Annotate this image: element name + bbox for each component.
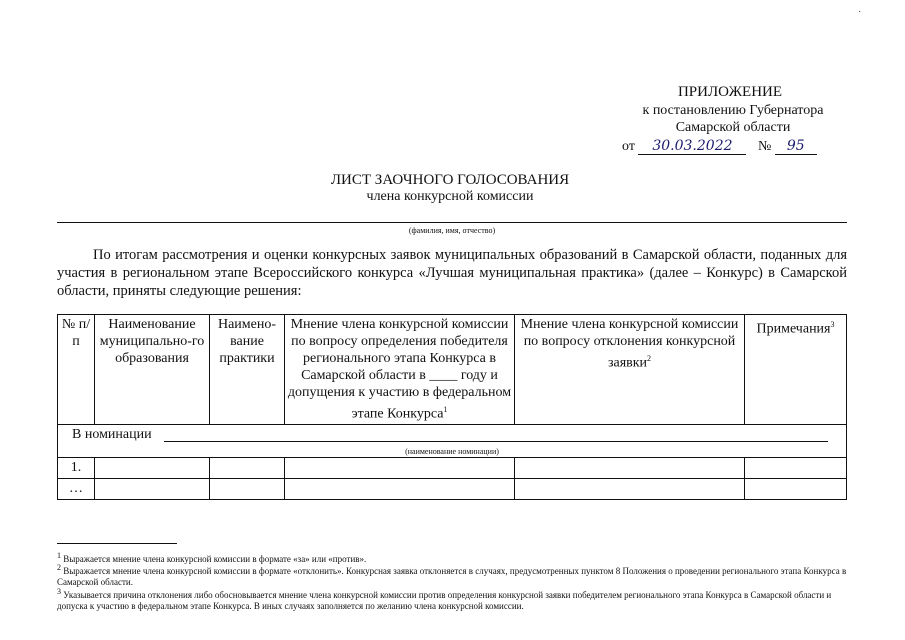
row-cell: [95, 457, 210, 478]
row-cell: [285, 478, 515, 499]
footnote-2-num: 2: [57, 563, 61, 572]
table-row: [58, 478, 847, 499]
footnote-3-text: Указывается причина отклонения либо обосновывается мнение члена конкурсной комиссии против определения конкурсной заявки победителем регионального этапа Конкурса в Самарской области и допуска к участию в федеральном этапе Конкурса. В иных случаях заполняется по желанию члена конкурсной комиссии.: [57, 590, 832, 611]
appendix-line-2: Самарской области: [675, 120, 791, 135]
row-cell: [210, 478, 285, 499]
header-municipality: Наименование муниципально-го образования: [95, 315, 210, 425]
nomination-row: [58, 424, 847, 457]
footnote-1-text: Выражается мнение члена конкурсной комиссии в формате «за» или «против».: [63, 554, 367, 564]
row-cell: [745, 457, 847, 478]
row-number: …: [58, 478, 95, 499]
header-reject-sup: 2: [647, 354, 652, 363]
header-opinion: [285, 315, 515, 425]
row-cell: [210, 457, 285, 478]
table-row: [58, 457, 847, 478]
header-practice: Наимено-вание практики: [210, 315, 285, 425]
footnote-1-num: 1: [57, 551, 61, 560]
date-value: 30.03.2022: [638, 138, 746, 155]
header-reject: [515, 315, 745, 425]
header-notes-text: Примечания: [756, 321, 831, 337]
row-cell: [745, 478, 847, 499]
header-opinion-sup: 1: [443, 405, 448, 414]
intro-paragraph: По итогам рассмотрения и оценки конкурсных заявок муниципальных образований в Самарской области, поданных для участия в региональном этапе Всероссийского конкурса «Лучшая муниципальная практика» (далее – Конкурс) в Самарской области, приняты следующие решения:: [57, 247, 847, 299]
footnote-2-text: Выражается мнение члена конкурсной комиссии в формате «отклонить». Конкурсная заявка отклоняется в случаях, предусмотренных пунктом 8 Положения о проведении регионального этапа Конкурса в Самарской области.: [57, 566, 847, 587]
row-cell: [95, 478, 210, 499]
footnote-3: [57, 586, 852, 612]
appendix-title: ПРИЛОЖЕНИЕ: [677, 84, 783, 100]
nomination-cell: [58, 424, 847, 457]
row-cell: [515, 478, 745, 499]
nomination-line: [164, 441, 828, 442]
footnote-2: [57, 562, 852, 588]
scan-mark: ˙: [858, 10, 862, 21]
document-subtitle: члена конкурсной комиссии: [366, 189, 534, 204]
nomination-caption: (наименование номинации): [405, 446, 499, 456]
date-prefix: от: [622, 139, 635, 154]
header-notes-sup: 3: [830, 320, 835, 329]
appendix-date-row: [622, 138, 817, 155]
header-num: № п/п: [58, 315, 95, 425]
header-notes: [745, 315, 847, 425]
row-cell: [285, 457, 515, 478]
header-opinion-text: Мнение члена конкурсной комиссии по вопросу определения победителя регионального этапа Конкурса в Самарской области в ____ году и допущения к участию в федеральном этапе Конкурса: [287, 317, 512, 422]
footnote-3-num: 3: [57, 587, 61, 596]
appendix-line-1: к постановлению Губернатора: [642, 103, 824, 118]
document-title: ЛИСТ ЗАОЧНОГО ГОЛОСОВАНИЯ: [330, 172, 570, 188]
nomination-label: В номинации: [72, 426, 152, 442]
header-reject-text: Мнение члена конкурсной комиссии по вопросу отклонения конкурсной заявки: [520, 317, 739, 371]
voting-table: [57, 314, 847, 500]
number-prefix: №: [757, 139, 772, 154]
number-value: 95: [775, 138, 817, 155]
name-field-caption: (фамилия, имя, отчество): [408, 226, 496, 235]
row-cell: [515, 457, 745, 478]
table-header-row: [58, 315, 847, 425]
name-field-line: [57, 222, 847, 223]
row-number: 1.: [58, 457, 95, 478]
footnote-rule: [57, 543, 177, 544]
